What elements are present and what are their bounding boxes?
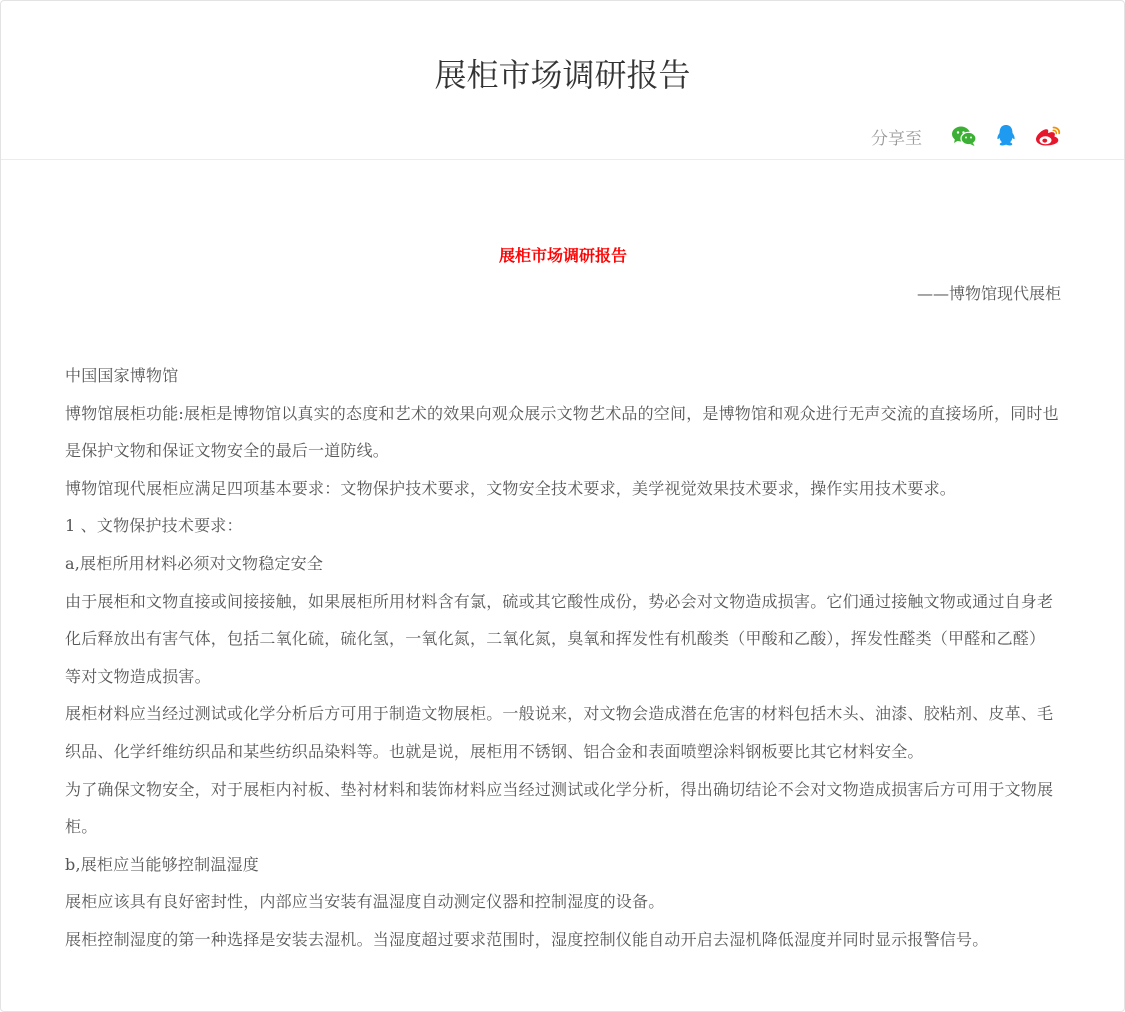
share-qq-button[interactable] <box>992 122 1020 150</box>
article-subtitle: ——博物馆现代展柜 <box>916 284 1061 303</box>
paragraph: 为了确保文物安全，对于展柜内衬板、垫衬材料和装饰材料应当经过测试或化学分析，得出确切结论不会对文物造成损害后方可用于文物展柜。 <box>65 779 1054 837</box>
paragraph: 展柜应该具有良好密封性，内部应当安装有温湿度自动测定仪器和控制湿度的设备。 <box>65 892 665 912</box>
share-label: 分享至 <box>871 128 922 149</box>
paragraph: 博物馆展柜功能:展柜是博物馆以真实的态度和艺术的效果向观众展示文物艺术品的空间，是博物馆和观众进行无声交流的直接场所，同时也是保护文物和保证文物安全的最后一道防线。 <box>65 403 1059 461</box>
share-bar <box>871 121 1062 151</box>
paragraph: 展柜材料应当经过测试或化学分析后方可用于制造文物展柜。一般说来，对文物会造成潜在危害的材料包括木头、油漆、胶粘剂、皮革、毛织品、化学纤维纺织品和某些纺织品染料等。也就是说，展柜用不锈钢、铝合金和表面喷塑涂料钢板要比其它材料安全。 <box>65 704 1054 761</box>
share-weibo-button[interactable] <box>1034 122 1062 150</box>
paragraph: a,展柜所用材料必须对文物稳定安全 <box>65 553 324 573</box>
share-wechat-button[interactable] <box>950 122 978 150</box>
paragraph: 博物馆现代展柜应满足四项基本要求：文物保护技术要求，文物安全技术要求，美学视觉效果技术要求，操作实用技术要求。 <box>65 478 957 498</box>
paragraph: 中国国家博物馆 <box>65 366 179 385</box>
paragraph: 展柜控制湿度的第一种选择是安装去湿机。当湿度超过要求范围时，湿度控制仪能自动开启去湿机降低湿度并同时显示报警信号。 <box>65 929 989 949</box>
article-title: 展柜市场调研报告 <box>498 246 627 265</box>
article-content <box>65 231 1061 959</box>
weibo-icon <box>1035 125 1061 147</box>
page-header <box>1 1 1124 160</box>
paragraph: 由于展柜和文物直接或间接接触，如果展柜所用材料含有氯，硫或其它酸性成份，势必会对文物造成损害。它们通过接触文物或通过自身老化后释放出有害气体，包括二氧化硫，硫化氢，一氧化氮，二氧化氮，臭氧和挥发性有机酸类（甲酸和乙酸），挥发性醛类（甲醛和乙醛）等对文物造成损害。 <box>65 591 1054 686</box>
qq-icon <box>995 124 1017 148</box>
paragraph: b,展柜应当能够控制温湿度 <box>65 854 259 874</box>
page-title: 展柜市场调研报告 <box>434 56 691 94</box>
wechat-icon <box>951 125 977 147</box>
paragraph: 1 、文物保护技术要求： <box>65 516 243 536</box>
